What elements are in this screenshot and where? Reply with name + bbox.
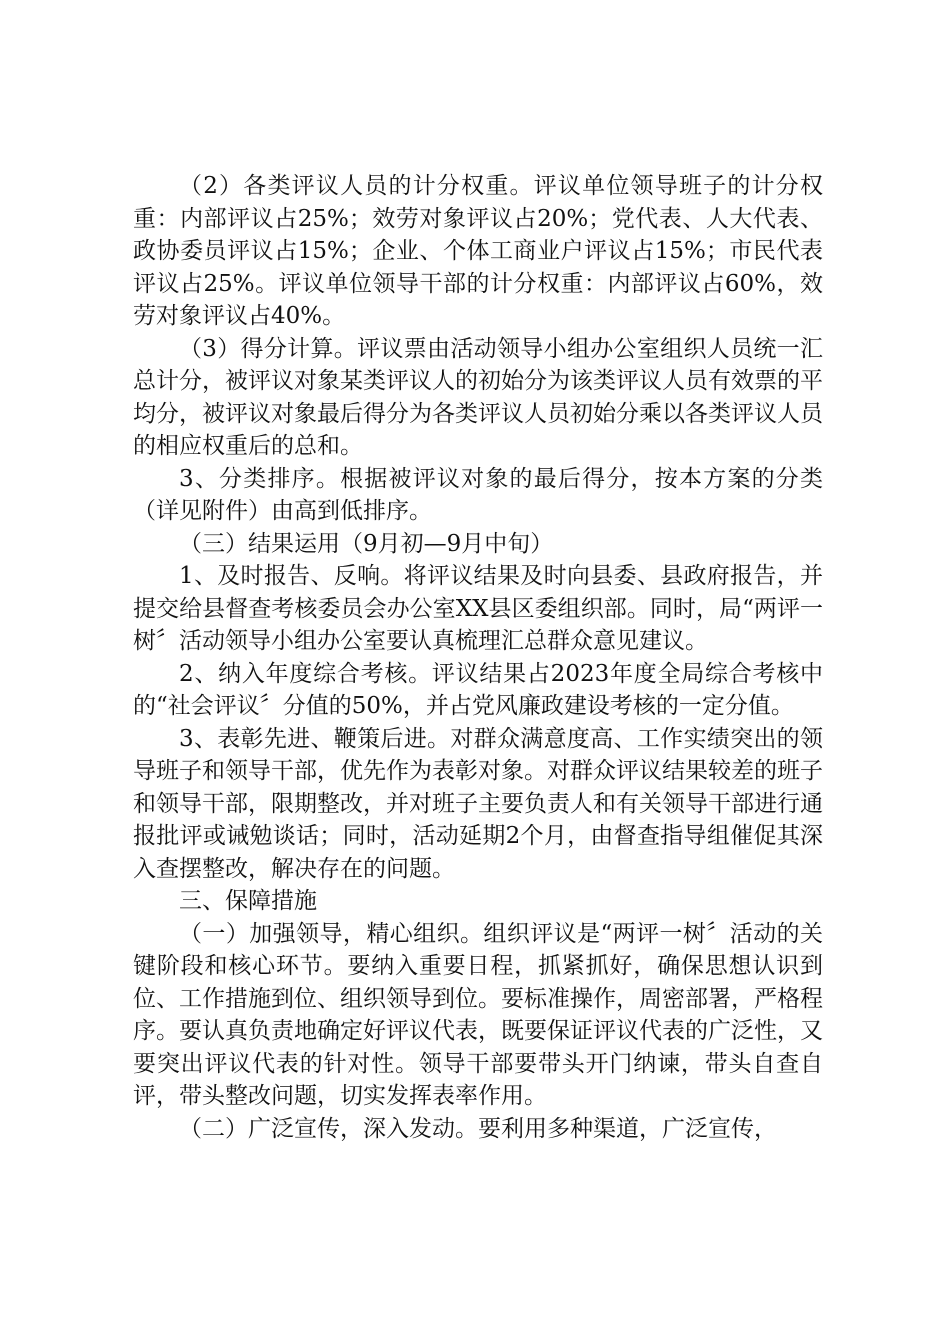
paragraph-report-feedback: 1、及时报告、反响。将评议结果及时向县委、县政府报告，并提交给县督查考核委员会办公室XX县区委组织部。同时，局“两评一树〞活动领导小组办公室要认真梳理汇总群众意见建议。 (133, 563, 823, 654)
paragraph-score-calculation: （3）得分计算。评议票由活动领导小组办公室组织人员统一汇总计分，被评议对象某类评议人的初始分为该类评议人员有效票的平均分，被评议对象最后得分为各类评议人员初始分乘以各类评议人员的相应权重后的总和。 (133, 335, 823, 459)
document-page (133, 170, 823, 1145)
paragraph-leadership-organization: （一）加强领导，精心组织。组织评议是“两评一树〞活动的关键阶段和核心环节。要纳入重要日程，抓紧抓好，确保思想认识到位、工作措施到位、组织领导到位。要标准操作，周密部署，严格程序。要认真负责地确定好评议代表，既要保证评议代表的广泛性，又要突出评议代表的针对性。领导干部要带头开门纳谏，带头自查自评，带头整改问题，切实发挥表率作用。 (133, 920, 823, 1109)
section-heading-result-use: （三）结果运用（9月初—9月中旬） (179, 530, 554, 557)
paragraph-annual-assessment: 2、纳入年度综合考核。评议结果占2023年度全局综合考核中的“社会评议〞分值的50%，并占党风廉政建设考核的一定分值。 (133, 660, 823, 719)
paragraph-scoring-weights: （2）各类评议人员的计分权重。评议单位领导班子的计分权重：内部评议占25%；效劳对象评议占20%；党代表、人大代表、政协委员评议占15%；企业、个体工商业户评议占15%；市民代表评议占25%。评议单位领导干部的计分权重：内部评议占60%，效劳对象评议占40%。 (133, 173, 823, 329)
section-heading-safeguards: 三、保障措施 (179, 888, 317, 914)
paragraph-publicity: （二）广泛宣传，深入发动。要利用多种渠道，广泛宣传， (179, 1115, 777, 1142)
paragraph-ranking: 3、分类排序。根据被评议对象的最后得分，按本方案的分类（详见附件）由高到低排序。 (133, 465, 823, 524)
paragraph-commend-advanced: 3、表彰先进、鞭策后进。对群众满意度高、工作实绩突出的领导班子和领导干部，优先作为表彰对象。对群众评议结果较差的班子和领导干部，限期整改，并对班子主要负责人和有关领导干部进行通报批评或诫勉谈话；同时，活动延期2个月，由督查指导组催促其深入查摆整改，解决存在的问题。 (133, 725, 823, 882)
